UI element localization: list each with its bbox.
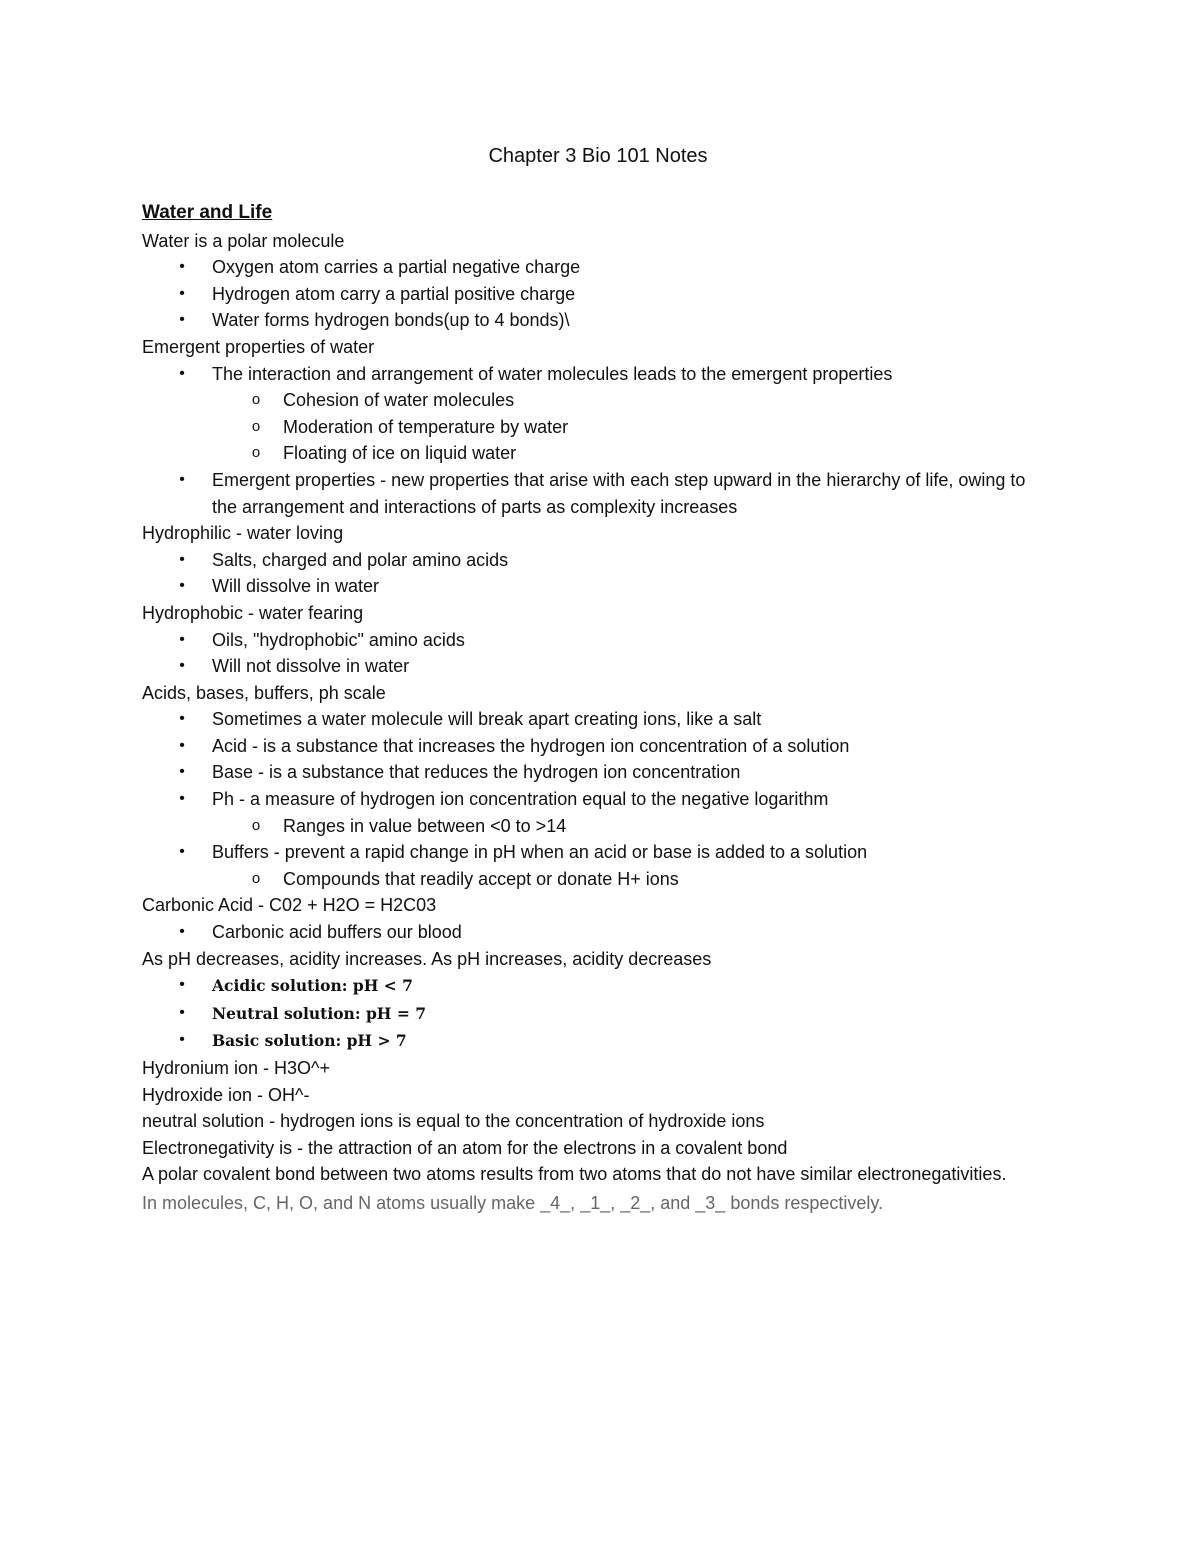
bullet-icon: •: [179, 1003, 185, 1021]
bullet-item: [142, 733, 1042, 760]
bullet-item: [142, 307, 1042, 334]
bullet-icon: •: [179, 364, 185, 382]
notes-line-gray: In molecules, C, H, O, and N atoms usually make _4_, _1_, _2_, and _3_ bonds respectively.: [142, 1192, 884, 1213]
bullet-text: Ranges in value between <0 to >14: [283, 815, 567, 836]
notes-line: Hydrophilic - water loving: [142, 523, 344, 544]
bullet-text: Will dissolve in water: [212, 576, 380, 597]
bullet-text: Floating of ice on liquid water: [283, 443, 517, 464]
sub-bullet-item: [142, 813, 1042, 840]
bullet-text: Emergent properties - new properties that arise with each step upward in the hierarchy of life, owing to the arrangement and interactions of parts as complexity increases: [212, 469, 1026, 517]
bullet-text: Basic solution: pH > 7: [212, 1031, 407, 1051]
bullet-text: Sometimes a water molecule will break apart creating ions, like a salt: [212, 709, 762, 730]
bullet-icon: •: [179, 976, 185, 994]
bullet-text: Oxygen atom carries a partial negative charge: [212, 257, 581, 278]
bullet-text: Oils, "hydrophobic" amino acids: [212, 629, 465, 650]
bullet-icon: •: [179, 311, 185, 329]
notes-line: neutral solution - hydrogen ions is equal to the concentration of hydroxide ions: [142, 1111, 765, 1132]
circle-bullet-icon: o: [251, 444, 261, 462]
bullet-icon: •: [179, 923, 185, 941]
circle-bullet-icon: o: [251, 391, 261, 409]
bullet-icon: •: [179, 258, 185, 276]
bullet-text: Buffers - prevent a rapid change in pH when an acid or base is added to a solution: [212, 842, 868, 863]
bullet-text: Acid - is a substance that increases the hydrogen ion concentration of a solution: [212, 735, 850, 756]
bullet-icon: •: [179, 736, 185, 754]
bullet-item: [142, 839, 1042, 866]
circle-bullet-icon: o: [251, 417, 261, 435]
bullet-icon: •: [179, 710, 185, 728]
sub-bullet-item: [142, 866, 1042, 893]
sub-bullet-item: [142, 414, 1042, 441]
bullet-item: [142, 759, 1042, 786]
bullet-icon: •: [179, 630, 185, 648]
bullet-item: [142, 706, 1042, 733]
bullet-text: Salts, charged and polar amino acids: [212, 549, 509, 570]
notes-line: Electronegativity is - the attraction of an atom for the electrons in a covalent bond: [142, 1137, 788, 1158]
bullet-text: Water forms hydrogen bonds(up to 4 bonds)\: [212, 310, 570, 331]
bullet-icon: •: [179, 657, 185, 675]
notes-line: Hydroxide ion - OH^-: [142, 1084, 310, 1105]
bullet-icon: •: [179, 550, 185, 568]
bullet-text: Ph - a measure of hydrogen ion concentration equal to the negative logarithm: [212, 789, 829, 810]
bullet-item: [142, 627, 1042, 654]
bullet-item: [142, 547, 1042, 574]
bullet-icon: •: [179, 284, 185, 302]
bullet-item: [142, 972, 1042, 1000]
bullet-icon: •: [179, 577, 185, 595]
section-heading: Water and Life: [142, 202, 273, 223]
bullet-item: [142, 919, 1042, 946]
bullet-item: [142, 1027, 1042, 1055]
notes-line: Emergent properties of water: [142, 336, 375, 357]
bullet-text: Base - is a substance that reduces the hydrogen ion concentration: [212, 762, 741, 783]
bullet-item: [142, 281, 1042, 308]
notes-line: Hydronium ion - H3O^+: [142, 1058, 331, 1078]
bullet-text: The interaction and arrangement of water molecules leads to the emergent properties: [212, 363, 893, 384]
notes-line: As pH decreases, acidity increases. As pH increases, acidity decreases: [142, 948, 712, 969]
notes-line: Acids, bases, buffers, ph scale: [142, 682, 386, 703]
circle-bullet-icon: o: [251, 869, 261, 887]
sub-bullet-item: [142, 387, 1042, 414]
bullet-text: Moderation of temperature by water: [283, 416, 569, 437]
bullet-icon: •: [179, 470, 185, 488]
bullet-text: Cohesion of water molecules: [283, 390, 515, 411]
circle-bullet-icon: o: [251, 816, 261, 834]
bullet-item: [142, 1000, 1042, 1028]
notes-line: A polar covalent bond between two atoms results from two atoms that do not have similar electronegativities.: [142, 1164, 1007, 1185]
bullet-text: Compounds that readily accept or donate H+ ions: [283, 868, 679, 889]
bullet-text: Neutral solution: pH = 7: [212, 1003, 426, 1023]
document-title: Chapter 3 Bio 101 Notes: [488, 145, 708, 167]
bullet-icon: •: [179, 843, 185, 861]
bullet-text: Acidic solution: pH < 7: [212, 976, 413, 996]
notes-content: [142, 200, 1042, 1217]
bullet-icon: •: [179, 790, 185, 808]
bullet-item: [142, 573, 1042, 600]
bullet-text: Carbonic acid buffers our blood: [212, 922, 462, 943]
bullet-text: Hydrogen atom carry a partial positive charge: [212, 283, 576, 304]
bullet-item: [142, 467, 1042, 520]
bullet-item: [142, 653, 1042, 680]
bullet-item: [142, 254, 1042, 281]
bullet-item: [142, 786, 1042, 813]
bullet-item: [142, 361, 1042, 388]
notes-line: Carbonic Acid - C02 + H2O = H2C03: [142, 895, 437, 916]
bullet-text: Will not dissolve in water: [212, 656, 410, 677]
bullet-icon: •: [179, 1031, 185, 1049]
sub-bullet-item: [142, 440, 1042, 467]
notes-line: Water is a polar molecule: [142, 230, 345, 251]
notes-line: Hydrophobic - water fearing: [142, 602, 364, 623]
bullet-icon: •: [179, 763, 185, 781]
